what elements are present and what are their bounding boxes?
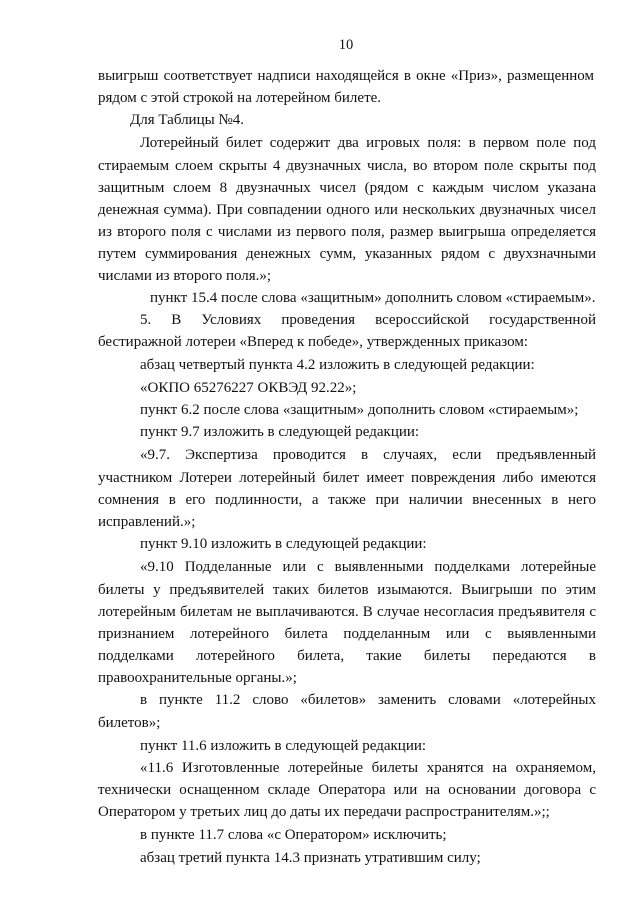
text-line: денежная сумма). При совпадении одного или нескольких двузначных чисел: [98, 202, 596, 218]
text-line: пункт 9.10 изложить в следующей редакции:: [140, 536, 427, 552]
text-line: в пункте 11.7 слова «с Оператором» исключить;: [140, 827, 447, 843]
text-line: из второго поля с числами из первого поля, размер выигрыша определяется: [98, 224, 596, 240]
text-line: Для Таблицы №4.: [130, 112, 245, 128]
text-line: признанием лотерейного билета подделанным или с выявленными: [98, 626, 596, 642]
text-line: исправлений.»;: [98, 514, 196, 530]
text-line: пункт 6.2 после слова «защитным» дополнить словом «стираемым»;: [140, 402, 579, 418]
text-line: «ОКПО 65276227 ОКВЭД 92.22»;: [140, 380, 357, 396]
text-line: Оператором у третьих лиц до даты их передачи распространителям.»;;: [98, 804, 550, 820]
text-line: защитным слоем 8 двузначных чисел (рядом с каждым числом указана: [98, 180, 596, 196]
text-line: сомнения в его подлинности, а также при наличии внесенных в него: [98, 492, 596, 508]
text-line: путем суммирования денежных сумм, указанных рядом с двухзначными: [98, 246, 596, 262]
text-line: бестиражной лотереи «Вперед к победе», утвержденных приказом:: [98, 334, 528, 350]
text-line: «11.6 Изготовленные лотерейные билеты хранятся на охраняемом,: [140, 760, 596, 776]
text-line: «9.7. Экспертиза проводится в случаях, если предъявленный: [140, 447, 596, 463]
text-line: лотерейным билетам не выплачиваются. В случае несогласия предъявителя с: [98, 604, 596, 620]
text-line: числами из второго поля.»;: [98, 268, 272, 284]
text-line: подделками лотерейного билета, такие билеты передаются в: [98, 648, 596, 664]
text-line: билеты у предъявителей таких билетов изымаются. Выигрыши по этим: [98, 582, 596, 598]
text-line: билетов»;: [98, 715, 161, 731]
text-line: «9.10 Подделанные или с выявленными подделками лотерейные: [140, 559, 596, 575]
text-line: выигрыш соответствует надписи находящейся в окне «Приз», размещенном: [98, 68, 594, 84]
text-line: абзац четвертый пункта 4.2 изложить в следующей редакции:: [140, 357, 535, 373]
text-line: правоохранительные органы.»;: [98, 670, 297, 686]
text-line: Лотерейный билет содержит два игровых поля: в первом поле под: [140, 135, 596, 151]
text-line: пункт 11.6 изложить в следующей редакции:: [140, 738, 427, 754]
text-line: технически оснащенном складе Оператора или на основании договора с: [98, 782, 596, 798]
text-line: пункт 9.7 изложить в следующей редакции:: [140, 424, 420, 440]
text-line: участником Лотереи лотерейный билет имеет повреждения либо имеются: [98, 470, 596, 486]
page-number: 10: [338, 37, 354, 53]
text-line: стираемым слоем скрыты 4 двузначных числа, во втором поле скрыты под: [98, 158, 596, 174]
text-line: в пункте 11.2 слово «билетов» заменить словами «лотерейных: [140, 692, 596, 708]
text-line: абзац третий пункта 14.3 признать утратившим силу;: [140, 850, 481, 866]
text-line: пункт 15.4 после слова «защитным» дополнить словом «стираемым».: [150, 290, 596, 306]
text-line: 5. В Условиях проведения всероссийской государственной: [140, 312, 596, 328]
text-line: рядом с этой строкой на лотерейном билете.: [98, 90, 382, 106]
